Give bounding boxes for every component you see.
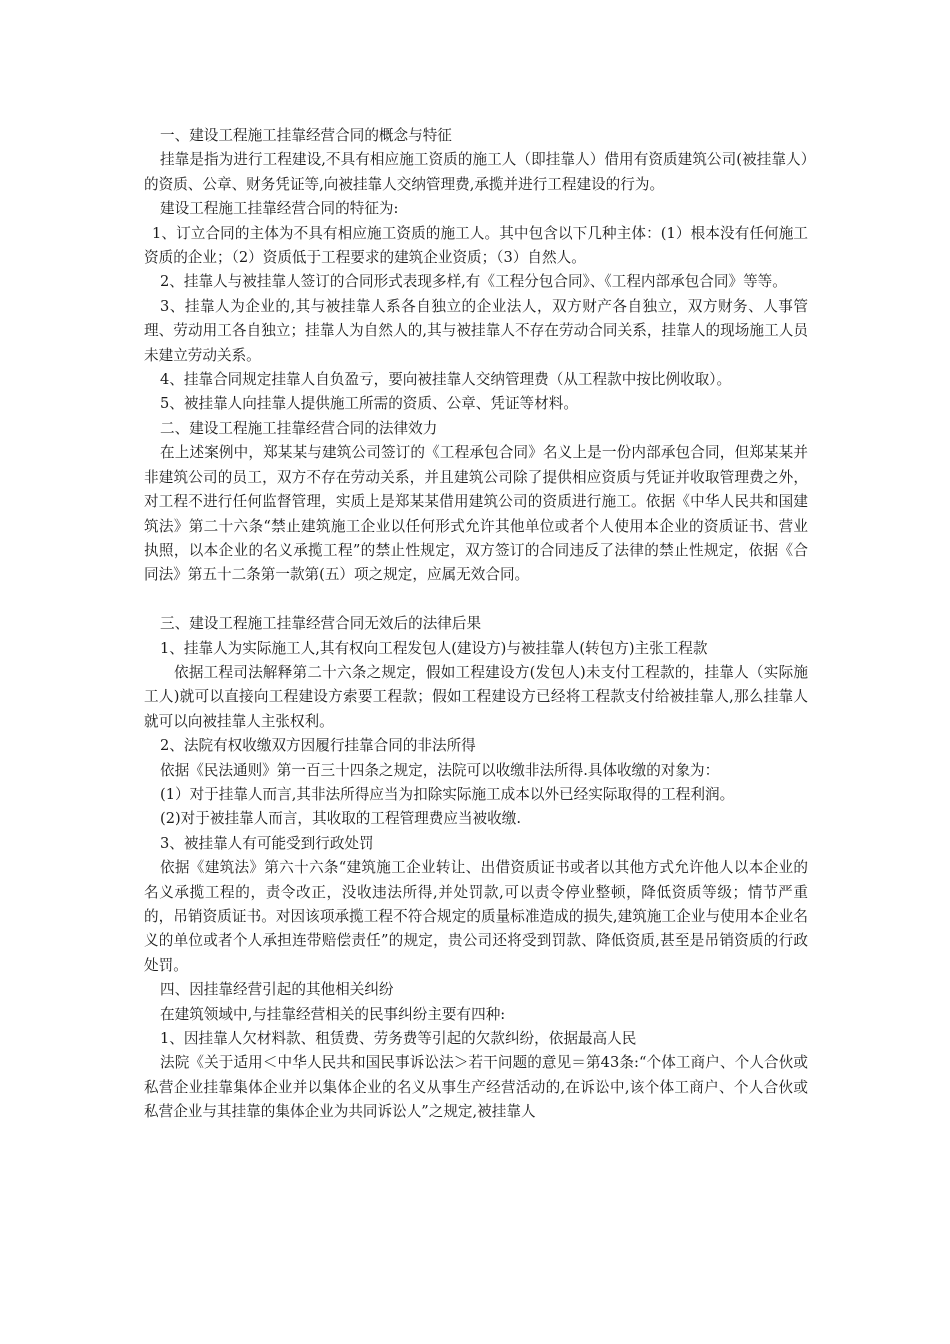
- paragraph: 依据《民法通则》第一百三十四条之规定，法院可以收缴非法所得.具体收缴的对象为：: [160, 761, 720, 779]
- blank-line: [144, 588, 808, 612]
- list-item: (2)对于被挂靠人而言，其收取的工程管理费应当被收缴.: [160, 810, 521, 828]
- list-item: 2、挂靠人与被挂靠人签订的合同形式表现多样,有《工程分包合同》、《工程内部承包合同》等等。: [160, 273, 787, 291]
- paragraph: 法院《关于适用＜中华人民共和国民事诉讼法＞若干问题的意见＝第43条:“个体工商户、个人合伙或私营企业挂靠集体企业并以集体企业的名义从事生产经营活动的,在诉讼中,该个体工商户、个人合伙或私营企业与其挂靠的集体企业为共同诉讼人”之规定,被挂靠人: [144, 1054, 808, 1121]
- paragraph: 在建筑领域中,与挂靠经营相关的民事纠纷主要有四种:: [160, 1005, 506, 1023]
- list-item: 5、被挂靠人向挂靠人提供施工所需的资质、公章、凭证等材料。: [160, 395, 578, 413]
- paragraph: 依据工程司法解释第二十六条之规定，假如工程建设方(发包人)未支付工程款的，挂靠人（实际施工人)就可以直接向工程建设方索要工程款；假如工程建设方已经将工程款支付给被挂靠人,那么挂靠人就可以向被挂靠人主张权利。: [144, 663, 808, 730]
- document-body: [144, 124, 808, 1125]
- list-item: 1、挂靠人为实际施工人,其有权向工程发包人(建设方)与被挂靠人(转包方)主张工程款: [160, 639, 708, 657]
- list-item: 4、挂靠合同规定挂靠人自负盈亏，要向被挂靠人交纳管理费（从工程款中按比例收取）。: [160, 371, 732, 389]
- list-item: 1、订立合同的主体为不具有相应施工资质的施工人。其中包含以下几种主体：(1）根本没有任何施工资质的企业；（2）资质低于工程要求的建筑企业资质；（3）自然人。: [144, 224, 808, 267]
- list-item: 3、被挂靠人有可能受到行政处罚: [160, 834, 374, 852]
- section-heading-1: 一、建设工程施工挂靠经营合同的概念与特征: [160, 127, 452, 144]
- paragraph: 依据《建筑法》第六十六条“建筑施工企业转让、出借资质证书或者以其他方式允许他人以本企业的名义承揽工程的，责令改正，没收违法所得,并处罚款,可以责令停业整顿，降低资质等级；情节严重的，吊销资质证书。对因该项承揽工程不符合规定的质量标准造成的损失,建筑施工企业与使用本企业名义的单位或者个人承担连带赔偿责任”的规定，贵公司还将受到罚款、降低资质,甚至是吊销资质的行政处罚。: [144, 859, 808, 974]
- section-heading-4: 四、因挂靠经营引起的其他相关纠纷: [160, 981, 394, 999]
- list-item: 1、因挂靠人欠材料款、租赁费、劳务费等引起的欠款纠纷，依据最高人民: [160, 1030, 637, 1048]
- paragraph: 建设工程施工挂靠经营合同的特征为:: [160, 200, 399, 218]
- paragraph: 在上述案例中，郑某某与建筑公司签订的《工程承包合同》名义上是一份内部承包合同，但郑某某并非建筑公司的员工，双方不存在劳动关系，并且建筑公司除了提供相应资质与凭证并收取管理费之外，对工程不进行任何监督管理，实质上是郑某某借用建筑公司的资质进行施工。依据《中华人民共和国建筑法》第二十六条“禁止建筑施工企业以任何形式允许其他单位或者个人使用本企业的资质证书、营业执照，以本企业的名义承揽工程”的禁止性规定，双方签订的合同违反了法律的禁止性规定，依据《合同法》第五十二条第一款第(五）项之规定，应属无效合同。: [144, 444, 808, 584]
- list-item: 2、法院有权收缴双方因履行挂靠合同的非法所得: [160, 737, 476, 755]
- paragraph: 挂靠是指为进行工程建设,不具有相应施工资质的施工人（即挂靠人）借用有资质建筑公司(被挂靠人）的资质、公章、财务凭证等,向被挂靠人交纳管理费,承揽并进行工程建设的行为。: [144, 151, 808, 193]
- section-heading-2: 二、建设工程施工挂靠经营合同的法律效力: [160, 419, 438, 437]
- list-item: 3、挂靠人为企业的,其与被挂靠人系各自独立的企业法人，双方财产各自独立，双方财务、人事管理、劳动用工各自独立；挂靠人为自然人的,其与被挂靠人不存在劳动合同关系，挂靠人的现场施工人员未建立劳动关系。: [144, 297, 808, 364]
- list-item: (1）对于挂靠人而言,其非法所得应当为扣除实际施工成本以外已经实际取得的工程利润。: [160, 785, 735, 803]
- section-heading-3: 三、建设工程施工挂靠经营合同无效后的法律后果: [160, 615, 482, 633]
